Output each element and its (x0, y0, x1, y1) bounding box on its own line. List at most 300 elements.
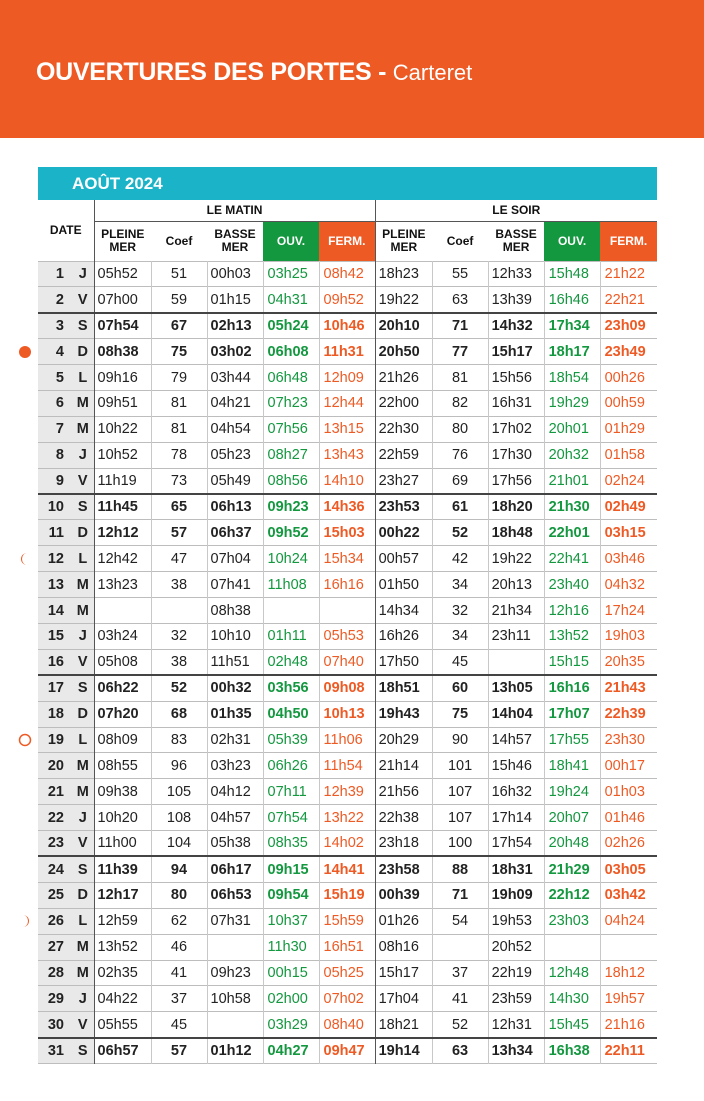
morning-gate-close: 15h59 (319, 908, 375, 934)
morning-gate-close: 15h34 (319, 546, 375, 572)
date-day: 9 (38, 468, 72, 494)
evening-high-tide: 23h58 (375, 856, 432, 882)
morning-high-tide: 12h59 (94, 908, 151, 934)
evening-gate-open: 15h45 (544, 1012, 600, 1038)
morning-high-tide: 02h35 (94, 960, 151, 986)
evening-coef: 75 (432, 701, 488, 727)
morning-gate-open: 04h50 (263, 701, 319, 727)
month-label: AOÛT 2024 (72, 174, 163, 193)
evening-low-tide: 18h31 (488, 856, 544, 882)
evening-coef: 90 (432, 727, 488, 753)
morning-gate-open: 06h26 (263, 753, 319, 779)
evening-coef: 63 (432, 1038, 488, 1064)
evening-coef: 52 (432, 1012, 488, 1038)
morning-high-tide: 08h55 (94, 753, 151, 779)
morning-high-tide: 11h45 (94, 494, 151, 520)
morning-low-tide: 06h53 (207, 882, 263, 908)
evening-low-tide: 20h52 (488, 934, 544, 960)
date-weekday: S (72, 313, 94, 339)
morning-low-tide: 03h02 (207, 339, 263, 365)
morning-low-tide: 10h10 (207, 623, 263, 649)
table-row (38, 546, 657, 572)
morning-gate-open: 09h15 (263, 856, 319, 882)
title-separator: - (371, 58, 393, 86)
evening-high-tide: 22h30 (375, 416, 432, 442)
morning-high-tide: 06h22 (94, 675, 151, 701)
first-quarter-icon (18, 552, 32, 566)
morning-coef: 52 (151, 675, 207, 701)
header-basse-mer: BASSE MER (214, 227, 256, 254)
morning-coef: 81 (151, 390, 207, 416)
morning-coef: 46 (151, 934, 207, 960)
morning-high-tide: 05h55 (94, 1012, 151, 1038)
title-location: Carteret (392, 60, 473, 85)
morning-low-tide: 00h03 (207, 261, 263, 287)
morning-coef: 80 (151, 882, 207, 908)
morning-coef: 94 (151, 856, 207, 882)
evening-gate-close: 01h29 (600, 416, 657, 442)
date-day: 21 (38, 779, 72, 805)
morning-gate-close: 15h19 (319, 882, 375, 908)
evening-low-tide: 17h54 (488, 831, 544, 857)
morning-gate-open: 07h23 (263, 390, 319, 416)
date-day: 28 (38, 960, 72, 986)
evening-gate-close: 03h42 (600, 882, 657, 908)
evening-gate-open: 18h41 (544, 753, 600, 779)
morning-high-tide: 07h20 (94, 701, 151, 727)
morning-gate-close: 09h52 (319, 287, 375, 313)
evening-high-tide: 00h22 (375, 520, 432, 546)
evening-gate-close: 02h24 (600, 468, 657, 494)
evening-gate-open: 12h48 (544, 960, 600, 986)
header-basse-mer-evening: BASSE MER (495, 227, 537, 254)
evening-low-tide: 15h46 (488, 753, 544, 779)
date-weekday: V (72, 287, 94, 313)
date-day: 17 (38, 675, 72, 701)
header-pleine-mer-evening: PLEINE MER (375, 221, 432, 261)
table-row (38, 623, 657, 649)
morning-coef: 37 (151, 986, 207, 1012)
evening-low-tide: 19h22 (488, 546, 544, 572)
evening-gate-close: 02h26 (600, 831, 657, 857)
morning-gate-open: 04h31 (263, 287, 319, 313)
evening-low-tide: 15h56 (488, 365, 544, 391)
evening-gate-close: 01h46 (600, 805, 657, 831)
morning-gate-open: 11h08 (263, 572, 319, 598)
table-row (38, 339, 657, 365)
morning-high-tide: 08h09 (94, 727, 151, 753)
morning-high-tide: 09h38 (94, 779, 151, 805)
date-day: 16 (38, 649, 72, 675)
date-day: 31 (38, 1038, 72, 1064)
morning-coef: 59 (151, 287, 207, 313)
evening-high-tide: 18h51 (375, 675, 432, 701)
evening-high-tide: 22h38 (375, 805, 432, 831)
morning-low-tide: 07h04 (207, 546, 263, 572)
morning-high-tide: 05h52 (94, 261, 151, 287)
evening-coef: 80 (432, 416, 488, 442)
evening-gate-close: 01h03 (600, 779, 657, 805)
evening-low-tide: 17h02 (488, 416, 544, 442)
morning-high-tide: 13h23 (94, 572, 151, 598)
table-row (38, 442, 657, 468)
evening-coef: 88 (432, 856, 488, 882)
morning-gate-close: 12h44 (319, 390, 375, 416)
morning-gate-close: 14h41 (319, 856, 375, 882)
morning-low-tide: 09h23 (207, 960, 263, 986)
evening-high-tide: 15h17 (375, 960, 432, 986)
date-day: 12 (38, 546, 72, 572)
date-day: 26 (38, 908, 72, 934)
morning-high-tide: 11h00 (94, 831, 151, 857)
evening-gate-close: 19h03 (600, 623, 657, 649)
evening-gate-open: 22h12 (544, 882, 600, 908)
morning-high-tide: 08h38 (94, 339, 151, 365)
evening-high-tide: 16h26 (375, 623, 432, 649)
date-day: 22 (38, 805, 72, 831)
morning-gate-close: 15h03 (319, 520, 375, 546)
evening-coef: 42 (432, 546, 488, 572)
evening-low-tide: 23h11 (488, 623, 544, 649)
morning-gate-open: 10h37 (263, 908, 319, 934)
morning-low-tide: 03h23 (207, 753, 263, 779)
morning-coef: 79 (151, 365, 207, 391)
morning-low-tide: 01h35 (207, 701, 263, 727)
date-weekday: V (72, 831, 94, 857)
evening-gate-close: 17h24 (600, 598, 657, 624)
morning-high-tide (94, 598, 151, 624)
morning-gate-close: 13h43 (319, 442, 375, 468)
date-weekday: L (72, 727, 94, 753)
evening-low-tide: 19h09 (488, 882, 544, 908)
morning-high-tide: 12h42 (94, 546, 151, 572)
table-row (38, 701, 657, 727)
morning-low-tide: 06h13 (207, 494, 263, 520)
evening-low-tide: 23h59 (488, 986, 544, 1012)
evening-coef: 71 (432, 882, 488, 908)
evening-low-tide: 21h34 (488, 598, 544, 624)
evening-gate-close: 22h21 (600, 287, 657, 313)
morning-gate-open: 04h27 (263, 1038, 319, 1064)
morning-gate-open: 01h11 (263, 623, 319, 649)
table-row (38, 779, 657, 805)
morning-low-tide: 07h31 (207, 908, 263, 934)
evening-gate-close: 21h16 (600, 1012, 657, 1038)
table-row (38, 805, 657, 831)
table-body (38, 261, 657, 1064)
evening-gate-open: 18h54 (544, 365, 600, 391)
morning-high-tide: 11h39 (94, 856, 151, 882)
morning-coef: 104 (151, 831, 207, 857)
morning-high-tide: 12h12 (94, 520, 151, 546)
date-weekday: D (72, 339, 94, 365)
morning-low-tide: 04h54 (207, 416, 263, 442)
morning-coef: 38 (151, 572, 207, 598)
morning-gate-open: 06h08 (263, 339, 319, 365)
morning-gate-open: 07h11 (263, 779, 319, 805)
evening-gate-open: 17h07 (544, 701, 600, 727)
new-moon-icon (18, 345, 32, 359)
evening-high-tide: 17h04 (375, 986, 432, 1012)
evening-coef: 34 (432, 623, 488, 649)
morning-low-tide: 11h51 (207, 649, 263, 675)
morning-gate-close: 05h25 (319, 960, 375, 986)
evening-gate-close: 01h58 (600, 442, 657, 468)
header-ferm: FERM. (319, 221, 375, 261)
table-row (38, 934, 657, 960)
date-day: 8 (38, 442, 72, 468)
morning-gate-close: 13h22 (319, 805, 375, 831)
morning-low-tide: 03h44 (207, 365, 263, 391)
morning-gate-open (263, 598, 319, 624)
last-quarter-icon (18, 914, 32, 928)
morning-gate-open: 00h15 (263, 960, 319, 986)
table-row (38, 494, 657, 520)
morning-coef: 75 (151, 339, 207, 365)
evening-high-tide: 01h50 (375, 572, 432, 598)
date-day: 3 (38, 313, 72, 339)
date-day: 7 (38, 416, 72, 442)
date-day: 4 (38, 339, 72, 365)
date-day: 18 (38, 701, 72, 727)
morning-gate-open: 08h35 (263, 831, 319, 857)
date-day: 13 (38, 572, 72, 598)
table-row (38, 365, 657, 391)
date-day: 11 (38, 520, 72, 546)
evening-coef: 63 (432, 287, 488, 313)
date-day: 2 (38, 287, 72, 313)
morning-coef: 105 (151, 779, 207, 805)
morning-low-tide: 01h12 (207, 1038, 263, 1064)
evening-gate-open: 17h55 (544, 727, 600, 753)
evening-coef: 34 (432, 572, 488, 598)
morning-low-tide: 02h31 (207, 727, 263, 753)
morning-gate-close: 09h47 (319, 1038, 375, 1064)
table-row (38, 960, 657, 986)
morning-high-tide: 10h52 (94, 442, 151, 468)
morning-coef: 65 (151, 494, 207, 520)
evening-high-tide: 23h27 (375, 468, 432, 494)
morning-gate-close: 16h51 (319, 934, 375, 960)
evening-high-tide: 08h16 (375, 934, 432, 960)
date-weekday: D (72, 701, 94, 727)
header-evening: LE SOIR (375, 200, 657, 221)
morning-gate-close: 07h02 (319, 986, 375, 1012)
table-row (38, 390, 657, 416)
evening-gate-open: 20h01 (544, 416, 600, 442)
date-weekday: M (72, 390, 94, 416)
evening-coef: 81 (432, 365, 488, 391)
evening-gate-close: 03h05 (600, 856, 657, 882)
date-day: 6 (38, 390, 72, 416)
evening-gate-open: 15h15 (544, 649, 600, 675)
date-weekday: J (72, 261, 94, 287)
evening-coef: 71 (432, 313, 488, 339)
date-day: 23 (38, 831, 72, 857)
evening-gate-open: 22h41 (544, 546, 600, 572)
date-weekday: M (72, 934, 94, 960)
full-moon-icon (18, 733, 32, 747)
morning-high-tide: 07h00 (94, 287, 151, 313)
morning-low-tide: 05h23 (207, 442, 263, 468)
header-pleine-mer: PLEINE MER (94, 221, 151, 261)
table-row (38, 416, 657, 442)
evening-high-tide: 00h57 (375, 546, 432, 572)
morning-gate-close: 12h09 (319, 365, 375, 391)
morning-gate-close: 10h13 (319, 701, 375, 727)
evening-low-tide (488, 649, 544, 675)
morning-coef: 81 (151, 416, 207, 442)
table-row (38, 520, 657, 546)
evening-gate-open: 12h16 (544, 598, 600, 624)
header-banner (0, 0, 704, 138)
table-row (38, 313, 657, 339)
morning-coef: 57 (151, 520, 207, 546)
morning-gate-open: 09h54 (263, 882, 319, 908)
morning-coef: 96 (151, 753, 207, 779)
morning-gate-open: 03h29 (263, 1012, 319, 1038)
title-main: OUVERTURES DES PORTES (36, 58, 372, 86)
morning-gate-open: 11h30 (263, 934, 319, 960)
evening-coef: 107 (432, 779, 488, 805)
morning-gate-open: 03h56 (263, 675, 319, 701)
evening-high-tide: 21h56 (375, 779, 432, 805)
morning-gate-open: 08h56 (263, 468, 319, 494)
evening-gate-open: 21h29 (544, 856, 600, 882)
header-ferm-evening: FERM. (600, 221, 657, 261)
evening-low-tide: 14h32 (488, 313, 544, 339)
morning-coef: 108 (151, 805, 207, 831)
evening-low-tide: 18h48 (488, 520, 544, 546)
evening-gate-open: 16h38 (544, 1038, 600, 1064)
morning-coef: 47 (151, 546, 207, 572)
evening-gate-close: 19h57 (600, 986, 657, 1012)
evening-high-tide: 21h26 (375, 365, 432, 391)
morning-high-tide: 13h52 (94, 934, 151, 960)
evening-high-tide: 01h26 (375, 908, 432, 934)
morning-coef: 45 (151, 1012, 207, 1038)
evening-gate-close: 04h24 (600, 908, 657, 934)
table-row (38, 287, 657, 313)
morning-high-tide: 10h20 (94, 805, 151, 831)
date-weekday: S (72, 856, 94, 882)
morning-gate-open: 03h25 (263, 261, 319, 287)
morning-gate-open: 05h39 (263, 727, 319, 753)
morning-gate-open: 02h00 (263, 986, 319, 1012)
morning-low-tide: 00h32 (207, 675, 263, 701)
evening-gate-close: 20h35 (600, 649, 657, 675)
evening-low-tide: 18h20 (488, 494, 544, 520)
date-weekday: J (72, 442, 94, 468)
date-day: 20 (38, 753, 72, 779)
morning-gate-close: 10h46 (319, 313, 375, 339)
evening-coef: 61 (432, 494, 488, 520)
morning-gate-open: 02h48 (263, 649, 319, 675)
evening-gate-open: 21h01 (544, 468, 600, 494)
header-ouv-evening: OUV. (544, 221, 600, 261)
table-row (38, 882, 657, 908)
table-row (38, 856, 657, 882)
evening-low-tide: 12h33 (488, 261, 544, 287)
morning-high-tide: 09h16 (94, 365, 151, 391)
evening-gate-open: 15h48 (544, 261, 600, 287)
evening-low-tide: 12h31 (488, 1012, 544, 1038)
morning-gate-open: 07h54 (263, 805, 319, 831)
morning-gate-close: 11h31 (319, 339, 375, 365)
evening-gate-close (600, 934, 657, 960)
evening-coef: 100 (432, 831, 488, 857)
date-weekday: S (72, 494, 94, 520)
evening-low-tide: 14h57 (488, 727, 544, 753)
evening-gate-close: 21h43 (600, 675, 657, 701)
date-weekday: L (72, 546, 94, 572)
date-day: 1 (38, 261, 72, 287)
morning-gate-close: 08h40 (319, 1012, 375, 1038)
table-row (38, 753, 657, 779)
morning-gate-close: 14h36 (319, 494, 375, 520)
morning-low-tide: 08h38 (207, 598, 263, 624)
table-row (38, 727, 657, 753)
morning-coef: 83 (151, 727, 207, 753)
table-row (38, 649, 657, 675)
date-weekday: D (72, 520, 94, 546)
table-row (38, 908, 657, 934)
morning-low-tide (207, 934, 263, 960)
date-day: 27 (38, 934, 72, 960)
evening-gate-open: 19h24 (544, 779, 600, 805)
morning-low-tide: 04h57 (207, 805, 263, 831)
evening-gate-open: 21h30 (544, 494, 600, 520)
morning-low-tide: 04h12 (207, 779, 263, 805)
evening-gate-close: 21h22 (600, 261, 657, 287)
evening-low-tide: 15h17 (488, 339, 544, 365)
evening-coef: 52 (432, 520, 488, 546)
date-weekday: S (72, 675, 94, 701)
date-day: 15 (38, 623, 72, 649)
morning-gate-close: 16h16 (319, 572, 375, 598)
table-row (38, 986, 657, 1012)
date-day: 24 (38, 856, 72, 882)
table-row (38, 261, 657, 287)
header-ouv: OUV. (263, 221, 319, 261)
evening-gate-close: 00h59 (600, 390, 657, 416)
date-weekday: J (72, 986, 94, 1012)
morning-low-tide: 04h21 (207, 390, 263, 416)
date-weekday: D (72, 882, 94, 908)
evening-high-tide: 19h43 (375, 701, 432, 727)
morning-high-tide: 04h22 (94, 986, 151, 1012)
morning-gate-close: 11h06 (319, 727, 375, 753)
evening-gate-open: 20h48 (544, 831, 600, 857)
tide-table (38, 200, 657, 1064)
table-row (38, 831, 657, 857)
evening-low-tide: 22h19 (488, 960, 544, 986)
morning-low-tide: 05h38 (207, 831, 263, 857)
evening-low-tide: 13h39 (488, 287, 544, 313)
evening-low-tide: 13h34 (488, 1038, 544, 1064)
evening-low-tide: 14h04 (488, 701, 544, 727)
morning-gate-close: 12h39 (319, 779, 375, 805)
morning-coef: 57 (151, 1038, 207, 1064)
morning-coef: 51 (151, 261, 207, 287)
morning-coef: 68 (151, 701, 207, 727)
morning-low-tide: 07h41 (207, 572, 263, 598)
morning-gate-open: 10h24 (263, 546, 319, 572)
morning-gate-open: 09h23 (263, 494, 319, 520)
evening-coef: 32 (432, 598, 488, 624)
evening-low-tide: 17h30 (488, 442, 544, 468)
morning-low-tide: 06h17 (207, 856, 263, 882)
